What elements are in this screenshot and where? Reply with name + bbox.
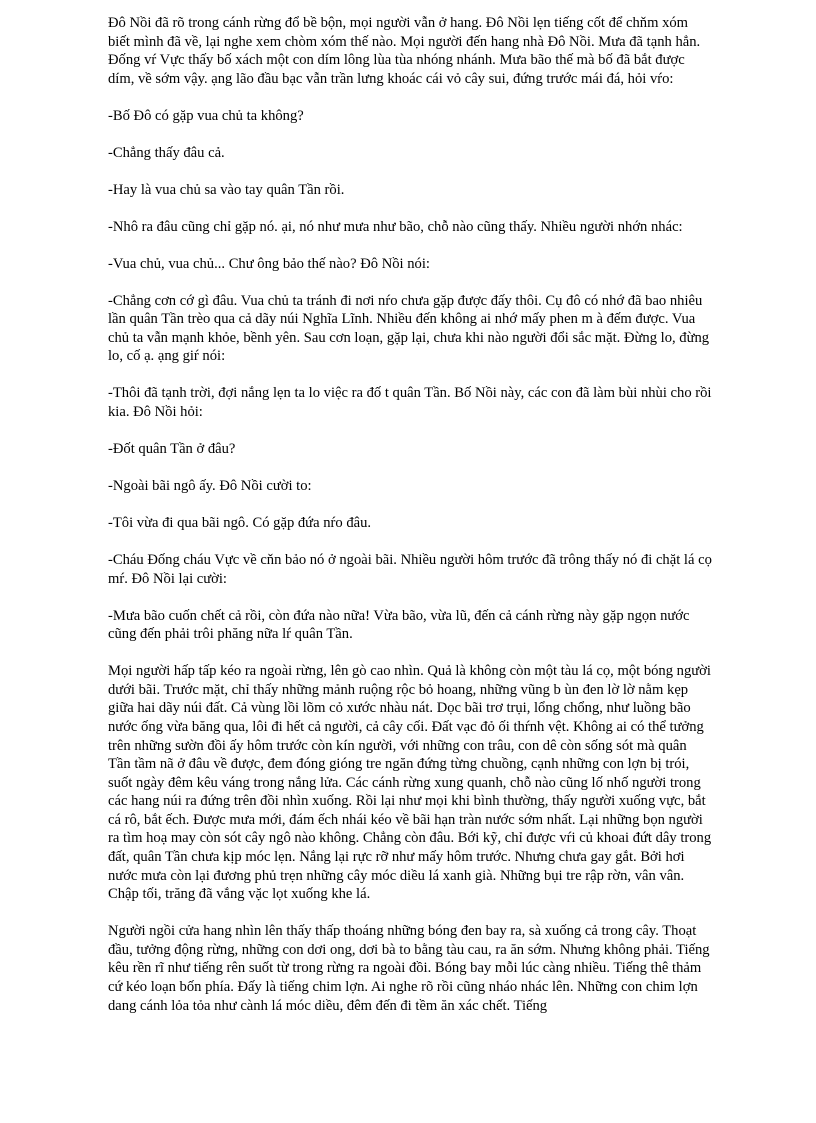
document-body	[108, 14, 712, 1034]
paragraph: -Nhô ra đâu cũng chỉ gặp nó. ại, nó như mưa như bão, chỗ nào cũng thấy. Nhiều người nhớn nhác:	[108, 218, 683, 235]
paragraph: Mọi người hấp tấp kéo ra ngoài rừng, lên gò cao nhìn. Quả là không còn một tàu lá cọ, một bóng người dưới bãi. Trước mặt, chỉ thấy những mảnh ruộng rộc bỏ hoang, những vũng b ùn đen lờ lờ nằm kẹp giữa hai dãy núi đất. Cả vùng lồi lõm cỏ xước nhàu nát. Dọc bãi trơ trụi, lổng chổng, như luồng bão nước ống vừa băng qua, lôi đi hết cả người, cả cây cối. Đất vạc đỏ ối thŕnh vệt. Không ai có thể tưởng trên những sườn đồi ấy hôm trước còn kín người, với những con trâu, con dê còn sống sót mà quân Tần tầm nã ở đâu về được, đem đóng gióng tre ngăn đứng từng chuồng, cạnh những con lợn bị trói, suốt ngày đêm kêu váng trong nắng lửa. Các cánh rừng xung quanh, chỗ nào cũng lố nhố người trong các hang núi ra đứng trên đồi nhìn xuống. Rồi lại như mọi khi bình thường, thấy người xuống vực, bắt cá rô, bắt ếch. Được mưa mới, đám ếch nhái kéo về bãi hạn tràn nước sớm nhất. Lại những bọn người ra tìm hoạ may còn sót cây ngô nào không. Chẳng còn đâu. Bới kỹ, chỉ được vŕi củ khoai đứt dây trong đất, quân Tần chưa kịp móc lẹn. Nắng lại rực rỡ như mấy hôm trước. Nhưng chưa gay gắt. Bởi hơi nước mưa còn lại đương phủ trẹn những cây móc diều lá xanh già. Những bụi tre rập rờn, vân vân. Chập tối, trăng đã vắng vặc lọt xuống khe lá.	[108, 663, 712, 903]
paragraph: -Ngoài bãi ngô ấy. Đô Nồi cười to:	[108, 478, 312, 495]
paragraph: Người ngồi cửa hang nhìn lên thấy thấp thoáng những bóng đen bay ra, sà xuống cả trong cây. Thoạt đầu, tưởng động rừng, những con dơi ong, dơi bà to bằng tàu cau, ra ăn sớm. Nhưng không phải. Tiếng kêu rền rĩ như tiếng rên suốt từ trong rừng ra ngoài đồi. Bóng bay mỗi lúc càng nhiều. Tiếng thê thảm cứ kéo loạn bốn phía. Đấy là tiếng chim lợn. Ai nghe rõ rồi cũng nháo nhác lên. Những con chim lợn dang cánh lỏa tỏa như cành lá móc diều, đêm đến đi tềm ăn xác chết. Tiếng	[108, 923, 710, 1014]
paragraph: -Bố Đô có gặp vua chủ ta không?	[108, 107, 304, 124]
paragraph: -Hay là vua chủ sa vào tay quân Tần rồi.	[108, 181, 345, 198]
paragraph: -Chẳng cơn cớ gì đâu. Vua chủ ta tránh đi nơi nŕo chưa gặp được đấy thôi. Cụ đô có nhớ đã bao nhiêu lần quân Tần trèo qua cả dãy núi Nghĩa Lĩnh. Nhiều đến không ai nhớ mấy phen m à đếm được. Vua chủ ta vẫn mạnh khỏe, bềnh yên. Sau cơn loạn, gặp lại, chưa khi nào người đổi sắc mặt. Đừng lo, đừng lo, cố ạ. ạng giŕ nói:	[108, 292, 710, 365]
paragraph: Đô Nồi đã rõ trong cánh rừng đổ bề bộn, mọi người vẫn ở hang. Đô Nồi lẹn tiếng cốt để chňm xóm biết mình đã về, lại nghe xem chòm xóm thế nào. Mọi người đến hang nhà Đô Nồi. Mưa đã tạnh hẳn. Đống vŕ Vực thấy bố xách một con dím lông lùa tùa nhóng nhánh. Mưa bão thế mà bố đã bắt được dím, về sớm vậy. ạng lão đầu bạc vẫn trần lưng khoác cái vỏ cây sui, đứng trước mái đá, hỏi vŕo:	[108, 15, 701, 87]
paragraph: -Thôi đã tạnh trời, đợi nắng lẹn ta lo việc ra đố t quân Tần. Bố Nồi này, các con đã làm bùi nhùi cho rồi kia. Đô Nồi hỏi:	[108, 385, 712, 421]
paragraph: -Đốt quân Tần ở đâu?	[108, 441, 236, 458]
paragraph: -Mưa bão cuốn chết cả rồi, còn đứa nào nữa! Vừa bão, vừa lũ, đến cả cánh rừng này gặp ngọn nước cũng đến phải trôi phăng nữa lŕ quân Tần.	[108, 607, 690, 643]
paragraph: -Chẳng thấy đâu cả.	[108, 144, 225, 161]
paragraph: -Vua chủ, vua chủ... Chư ông bảo thế nào? Đô Nồi nói:	[108, 255, 430, 272]
paragraph: -Cháu Đống cháu Vực về cňn bảo nó ở ngoài bãi. Nhiều người hôm trước đã trông thấy nó đi chặt lá cọ mŕ. Đô Nồi lại cười:	[108, 551, 712, 587]
paragraph: -Tôi vừa đi qua bãi ngô. Có gặp đứa nŕo đâu.	[108, 515, 372, 531]
